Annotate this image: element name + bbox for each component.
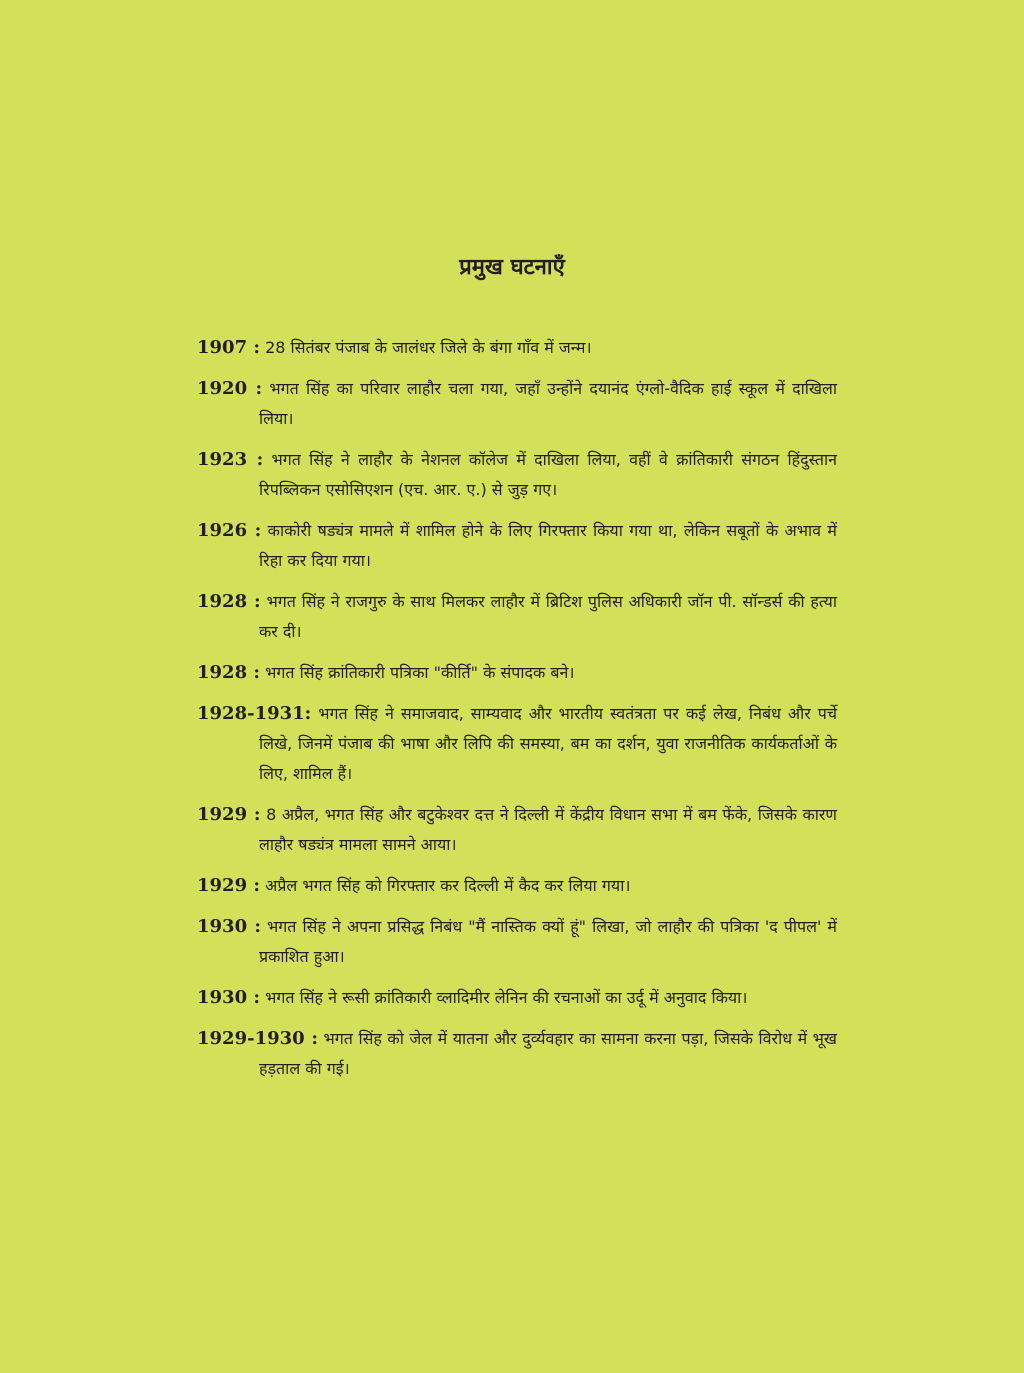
event-text: अप्रैल भगत सिंह को गिरफ्तार कर दिल्ली में कैद कर लिया गया।	[265, 876, 631, 895]
event-text: काकोरी षड्यंत्र मामले में शामिल होने के लिए गिरफ्तार किया गया था, लेकिन सबूतों के अभाव में रिहा कर दिया गया।	[259, 521, 838, 570]
event-year: 1930 :	[197, 916, 261, 937]
timeline-event-1928-b	[197, 658, 837, 688]
page-title: प्रमुख घटनाएँ	[459, 255, 565, 280]
timeline-event-1929-a	[197, 800, 837, 860]
timeline-event-1929-b	[197, 871, 837, 901]
event-year: 1928 :	[197, 662, 261, 683]
event-year: 1920 :	[197, 378, 263, 399]
event-year: 1929 :	[197, 875, 261, 896]
timeline-event-1928-1931	[197, 699, 837, 789]
timeline-event-1923	[197, 445, 837, 505]
event-text: भगत सिंह ने रूसी क्रांतिकारी व्लादिमीर लेनिन की रचनाओं का उर्दू में अनुवाद किया।	[265, 988, 748, 1007]
event-text: 28 सितंबर पंजाब के जालंधर जिले के बंगा गाँव में जन्म।	[265, 338, 592, 357]
event-year: 1930 :	[197, 987, 261, 1008]
timeline-event-1930-b	[197, 983, 837, 1013]
event-year: 1928-1931:	[197, 703, 312, 724]
timeline-event-1907	[197, 333, 837, 363]
event-text: भगत सिंह ने समाजवाद, साम्यवाद और भारतीय स्वतंत्रता पर कई लेख, निबंध और पर्चे लिखे, जिनमें पंजाब की भाषा और लिपि की समस्या, बम का दर्शन, युवा राजनीतिक कार्यकर्ताओं के लिए, शामिल हैं।	[259, 704, 837, 783]
event-text: भगत सिंह ने राजगुरु के साथ मिलकर लाहौर में ब्रिटिश पुलिस अधिकारी जॉन पी. सॉन्डर्स की हत्या कर दी।	[259, 592, 837, 641]
event-text: भगत सिंह का परिवार लाहौर चला गया, जहाँ उन्होंने दयानंद एंग्लो-वैदिक हाई स्कूल में दाखिला लिया।	[259, 379, 837, 428]
timeline-event-1930-a	[197, 912, 837, 972]
timeline-event-1928-a	[197, 587, 837, 647]
event-text: भगत सिंह ने अपना प्रसिद्ध निबंध "मैं नास्तिक क्यों हूं" लिखा, जो लाहौर की पत्रिका 'द पीपल' में प्रकाशित हुआ।	[259, 917, 837, 966]
event-text: 8 अप्रैल, भगत सिंह और बटुकेश्वर दत्त ने दिल्ली में केंद्रीय विधान सभा में बम फेंके, जिसके कारण लाहौर षड्यंत्र मामला सामने आया।	[259, 805, 837, 854]
event-year: 1929-1930 :	[197, 1028, 319, 1049]
events-timeline	[197, 333, 837, 1095]
event-year: 1929 :	[197, 804, 261, 825]
timeline-event-1920	[197, 374, 837, 434]
event-year: 1926 :	[197, 520, 262, 541]
event-year: 1923 :	[197, 449, 264, 470]
event-year: 1907 :	[197, 337, 261, 358]
event-year: 1928 :	[197, 591, 261, 612]
event-text: भगत सिंह ने लाहौर के नेशनल कॉलेज में दाखिला लिया, वहीं वे क्रांतिकारी संगठन हिंदुस्तान रिपब्लिकन एसोसिएशन (एच. आर. ए.) से जुड़ गए।	[259, 450, 837, 499]
event-text: भगत सिंह को जेल में यातना और दुर्व्यवहार का सामना करना पड़ा, जिसके विरोध में भूख हड़ताल की गई।	[259, 1029, 838, 1078]
timeline-event-1929-1930	[197, 1024, 837, 1084]
event-text: भगत सिंह क्रांतिकारी पत्रिका "कीर्ति" के संपादक बने।	[265, 663, 575, 682]
timeline-event-1926	[197, 516, 837, 576]
